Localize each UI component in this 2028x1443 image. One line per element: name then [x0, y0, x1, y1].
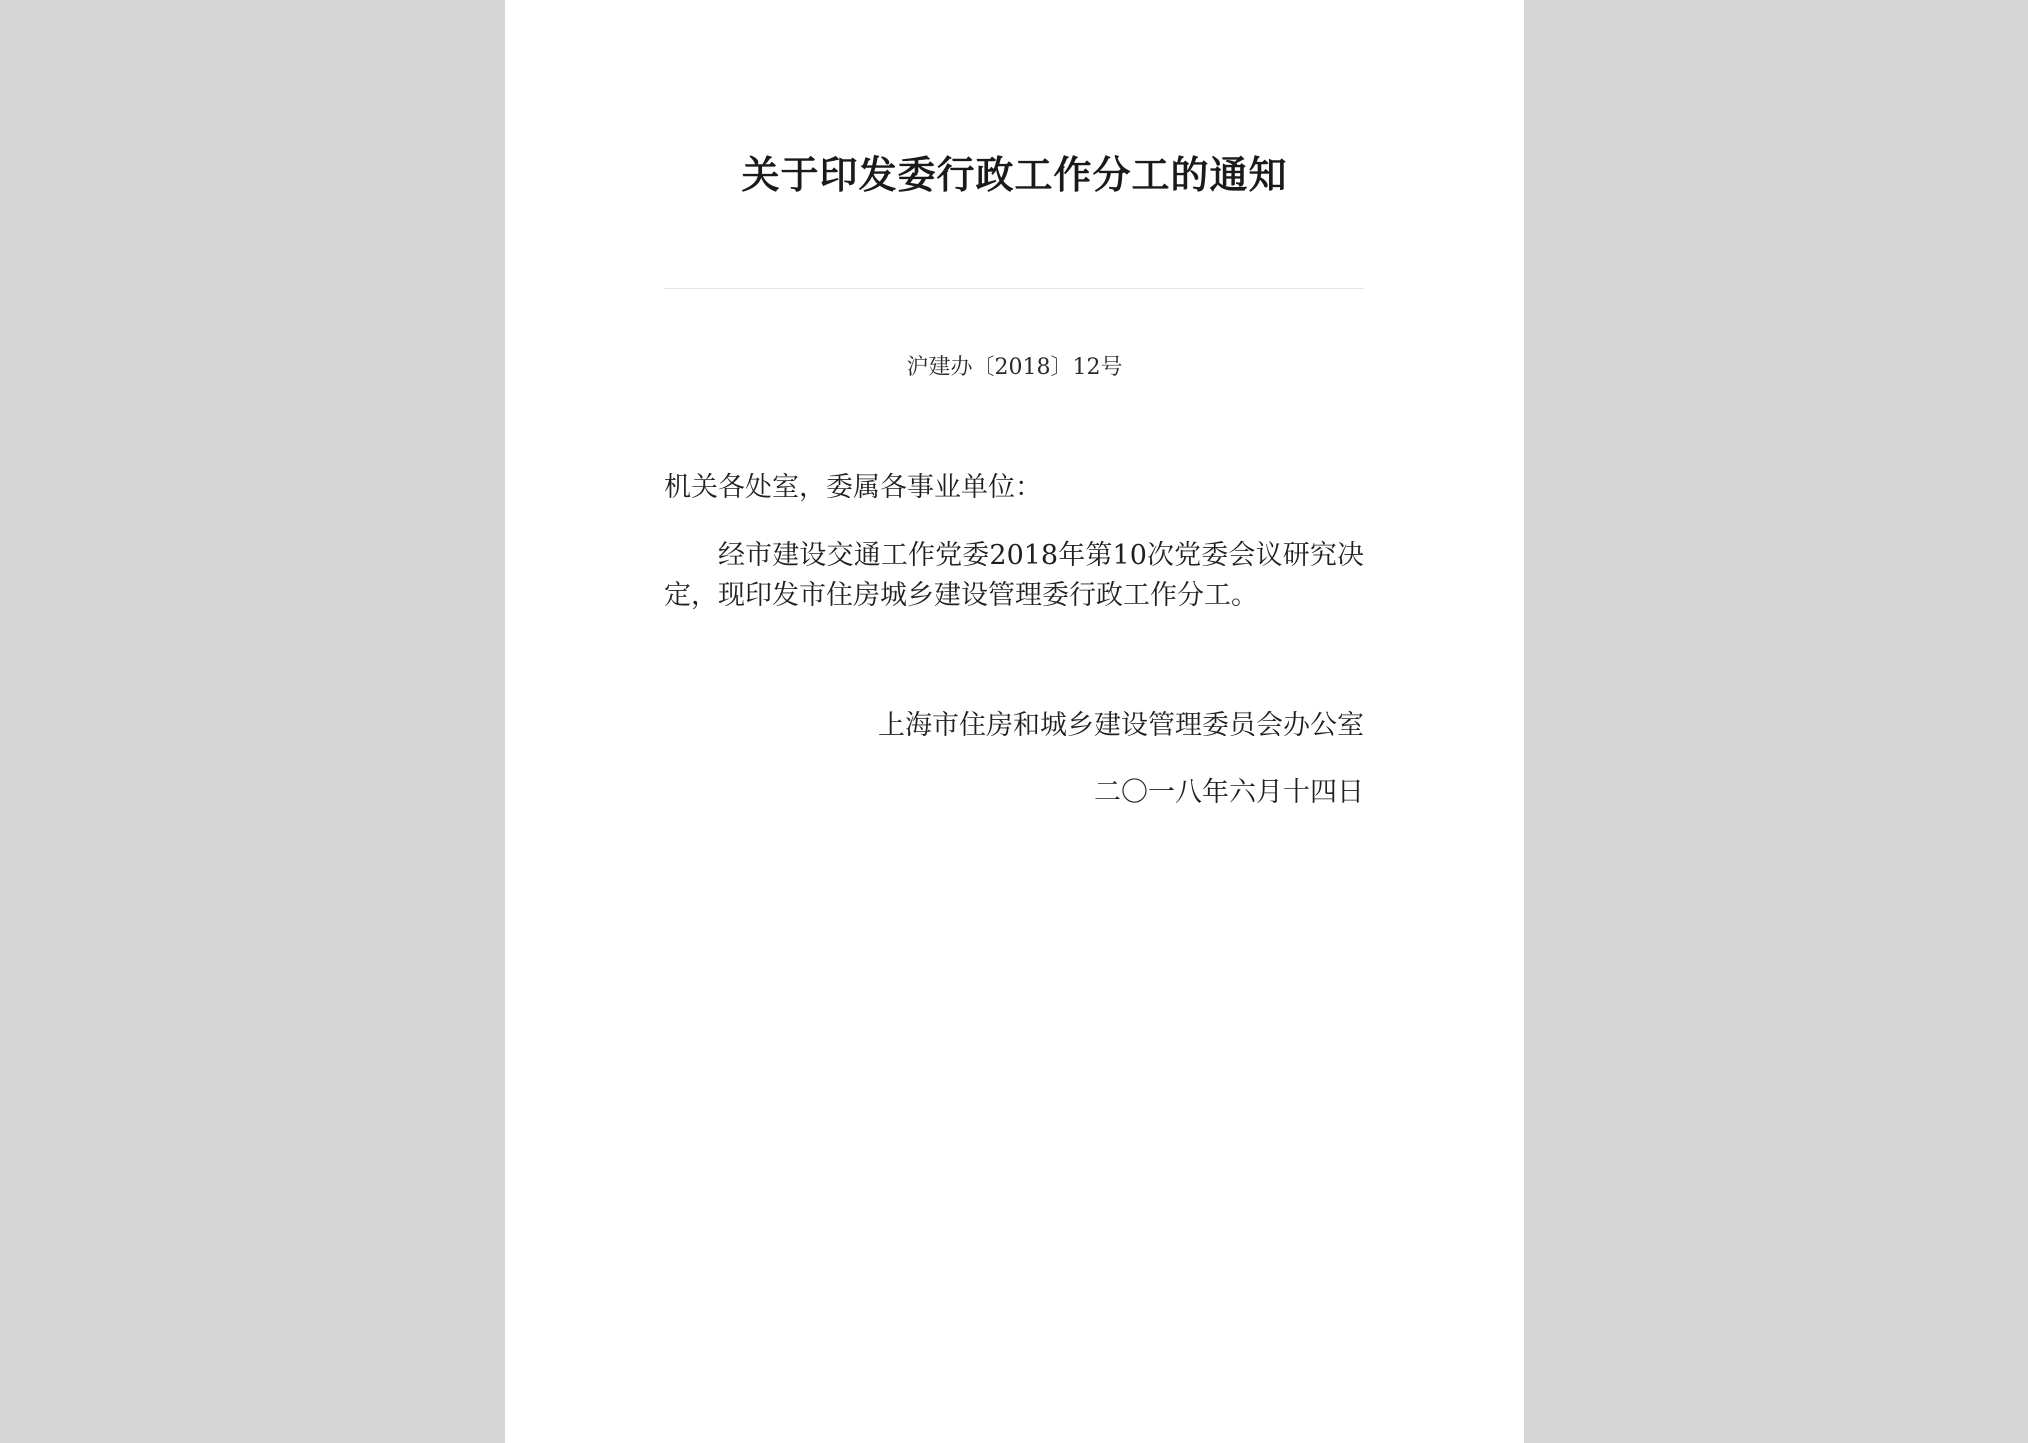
issuing-office: 上海市住房和城乡建设管理委员会办公室 [878, 710, 1364, 741]
document-page [505, 0, 1524, 1443]
body-paragraph: 经市建设交通工作党委2018年第10次党委会议研究决定，现印发市住房城乡建设管理委行政工作分工。 [664, 540, 1364, 611]
issue-date: 二〇一八年六月十四日 [1094, 777, 1364, 808]
document-number: 沪建办〔2018〕12号 [906, 355, 1123, 380]
document-title: 关于印发委行政工作分工的通知 [741, 152, 1288, 197]
title-divider [664, 288, 1364, 289]
salutation: 机关各处室，委属各事业单位： [664, 472, 1042, 503]
